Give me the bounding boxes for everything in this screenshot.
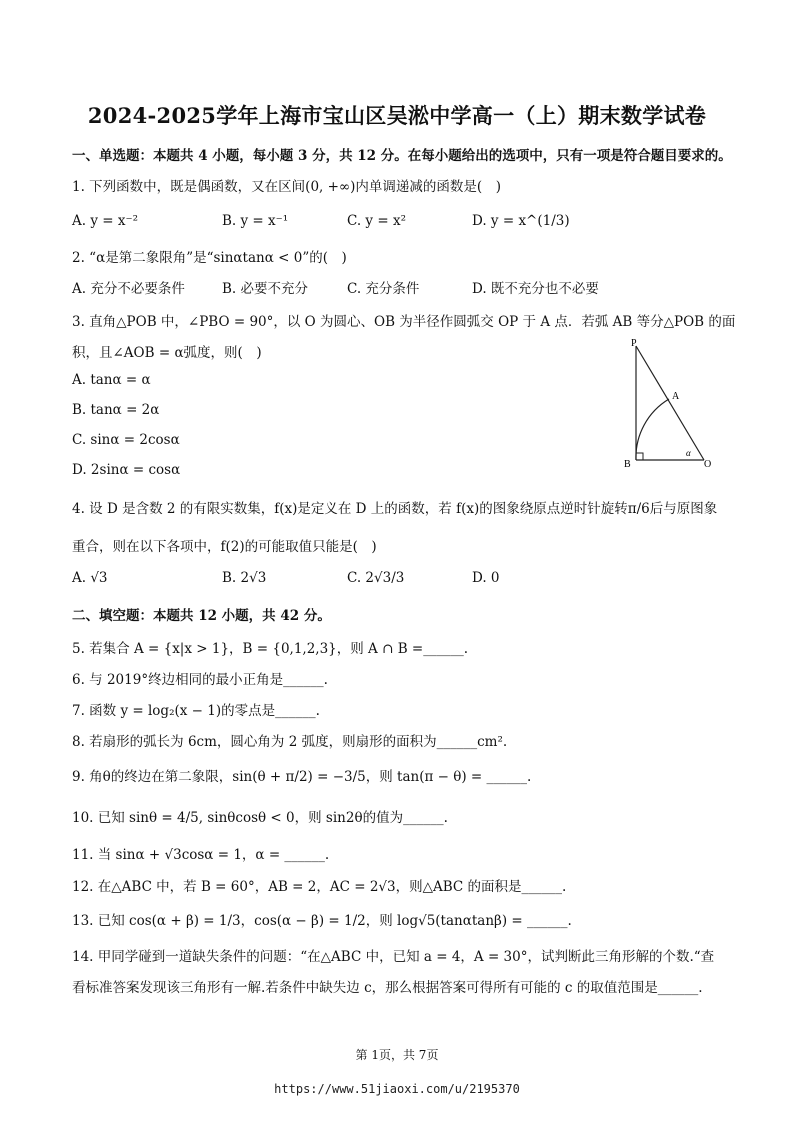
question-2-option-c: C. 充分条件 bbox=[347, 281, 420, 297]
question-2-option-a: A. 充分不必要条件 bbox=[72, 281, 185, 297]
question-10: 10. 已知 sinθ = 4/5, sinθcosθ < 0，则 sin2θ的值为______. bbox=[72, 810, 448, 826]
question-4-option-a: A. √3 bbox=[72, 570, 108, 586]
question-7: 7. 函数 y = log₂(x − 1)的零点是______. bbox=[72, 703, 320, 719]
question-3-option-d: D. 2sinα = cosα bbox=[72, 462, 181, 478]
question-3-option-c: C. sinα = 2cosα bbox=[72, 432, 180, 448]
question-14-line-1: 14. 甲同学碰到一道缺失条件的问题：“在△ABC 中，已知 a = 4，A = 30°，试判断此三角形解的个数.“查 bbox=[72, 949, 715, 965]
question-4-option-d: D. 0 bbox=[472, 570, 500, 586]
question-4-option-c: C. 2√3/3 bbox=[347, 570, 405, 586]
question-1-option-b: B. y = x⁻¹ bbox=[222, 213, 289, 229]
question-3-stem-line-1: 3. 直角△POB 中，∠PBO = 90°，以 O 为圆心、OB 为半径作圆弧交 OP 于 A 点．若弧 AB 等分△POB 的面 bbox=[72, 314, 736, 330]
triangle-figure bbox=[616, 336, 716, 472]
arc-ab bbox=[636, 399, 669, 460]
question-9: 9. 角θ的终边在第二象限，sin(θ + π/2) = −3/5，则 tan(π − θ) = ______. bbox=[72, 769, 532, 785]
question-1-option-a: A. y = x⁻² bbox=[72, 213, 139, 229]
right-angle-mark bbox=[636, 453, 643, 460]
page-title: 2024-2025学年上海市宝山区吴淞中学高一（上）期末数学试卷 bbox=[87, 103, 707, 128]
question-1-stem: 1. 下列函数中，既是偶函数，又在区间(0, +∞)内单调递减的函数是( ) bbox=[72, 179, 501, 195]
label-p: P bbox=[631, 338, 637, 349]
question-13: 13. 已知 cos(α + β) = 1/3，cos(α − β) = 1/2，则 log√5(tanαtanβ) = ______. bbox=[72, 913, 572, 929]
question-4-stem-line-1: 4. 设 D 是含数 2 的有限实数集，f(x)是定义在 D 上的函数，若 f(x)的图象绕原点逆时针旋转π/6后与原图象 bbox=[72, 501, 718, 517]
label-alpha: α bbox=[686, 448, 691, 458]
label-a: A bbox=[672, 391, 680, 402]
question-11: 11. 当 sinα + √3cosα = 1，α = ______. bbox=[72, 847, 330, 863]
question-4-stem-line-2: 重合，则在以下各项中，f(2)的可能取值只能是( ) bbox=[72, 539, 377, 555]
question-3-option-b: B. tanα = 2α bbox=[72, 402, 160, 418]
section-heading-fill-blank: 二、填空题：本题共 12 小题，共 42 分。 bbox=[72, 608, 331, 624]
question-12: 12. 在△ABC 中，若 B = 60°，AB = 2，AC = 2√3，则△ABC 的面积是______. bbox=[72, 879, 567, 895]
question-3-stem-line-2: 积，且∠AOB = α弧度，则( ) bbox=[72, 345, 262, 361]
question-2-option-b: B. 必要不充分 bbox=[222, 281, 309, 297]
label-b: B bbox=[624, 459, 631, 470]
question-3-option-a: A. tanα = α bbox=[72, 372, 151, 388]
label-o: O bbox=[704, 459, 712, 470]
question-1-option-d: D. y = x^(1/3) bbox=[472, 213, 570, 229]
question-6: 6. 与 2019°终边相同的最小正角是______. bbox=[72, 672, 328, 688]
question-14-line-2: 看标准答案发现该三角形有一解.若条件中缺失边 c，那么根据答案可得所有可能的 c 的取值范围是______. bbox=[72, 980, 703, 996]
question-8: 8. 若扇形的弧长为 6cm，圆心角为 2 弧度，则扇形的面积为______cm². bbox=[72, 734, 508, 750]
question-2-stem: 2. “α是第二象限角”是“sinαtanα < 0”的( ) bbox=[72, 250, 347, 266]
page-footer: 第 1页，共 7页 bbox=[355, 1048, 439, 1062]
segment-po bbox=[636, 346, 704, 460]
section-heading-single-choice: 一、单选题：本题共 4 小题，每小题 3 分，共 12 分。在每小题给出的选项中，只有一项是符合题目要求的。 bbox=[72, 148, 732, 164]
question-1-option-c: C. y = x² bbox=[347, 213, 406, 229]
question-5: 5. 若集合 A = {x|x > 1}，B = {0,1,2,3}，则 A ∩ B =______. bbox=[72, 641, 469, 657]
question-2-option-d: D. 既不充分也不必要 bbox=[472, 281, 599, 297]
watermark-url: https://www.51jiaoxi.com/u/2195370 bbox=[274, 1082, 520, 1096]
question-4-option-b: B. 2√3 bbox=[222, 570, 267, 586]
